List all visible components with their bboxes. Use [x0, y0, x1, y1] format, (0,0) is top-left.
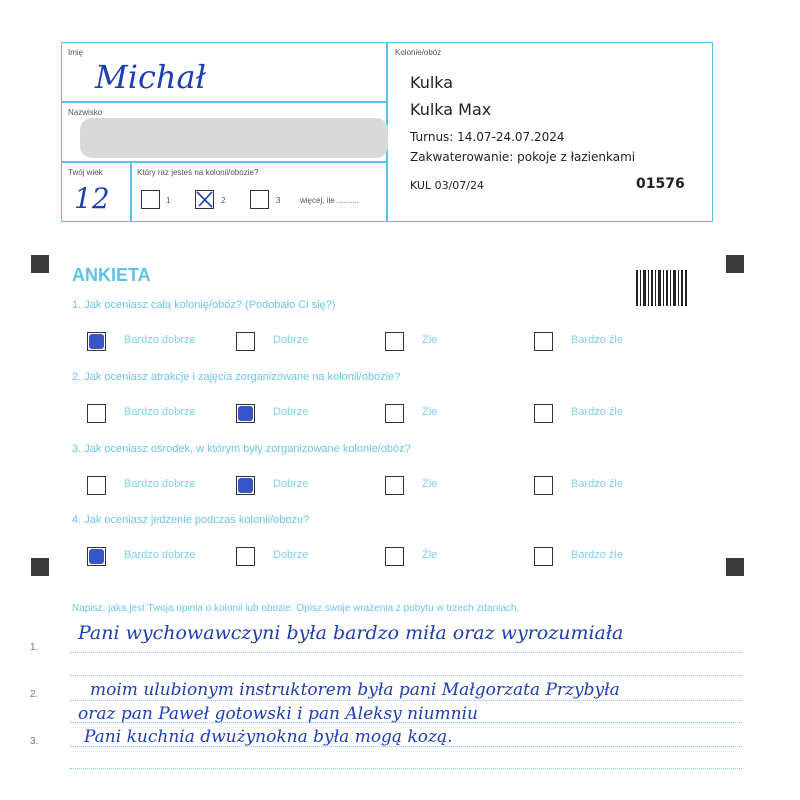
form-number: 01576: [636, 176, 685, 192]
answer-option-label: Źle: [422, 406, 438, 418]
answer-option-label: Bardzo dobrze: [124, 334, 196, 346]
answer-option-label: Dobrze: [273, 406, 309, 418]
name-label: Imię: [68, 48, 84, 57]
age-label: Twój wiek: [68, 168, 103, 177]
answer-checkbox[interactable]: [385, 332, 404, 351]
answer-checkbox[interactable]: [385, 476, 404, 495]
accommodation: Zakwaterowanie: pokoje z łazienkami: [410, 150, 636, 164]
answer-checkbox[interactable]: [236, 332, 255, 351]
survey-title: ANKIETA: [72, 265, 151, 285]
visit-more-label: więcej, ile ..........: [300, 196, 360, 205]
answer-checkbox[interactable]: [236, 476, 255, 495]
opinion-prompt: Napisz, jaka jest Twoja opinia o kolonii lub obozie. Opisz swoje wrażenia z pobytu w trzech zdaniach.: [72, 603, 520, 614]
question-text: 3. Jak oceniasz ośrodek, w którym były zorganizowane kolonie/obóz?: [72, 443, 411, 455]
check-x-icon: [196, 191, 213, 208]
line-number-1: 1.: [30, 642, 39, 653]
answer-option-label: Dobrze: [273, 334, 309, 346]
opinion-text-2: moim ulubionym instruktorem była pani Małgorzata Przybyła: [90, 680, 620, 700]
answer-option-label: Źle: [422, 334, 438, 346]
answer-checkbox[interactable]: [534, 476, 553, 495]
registration-marker-tr: [726, 255, 744, 273]
answer-option-label: Bardzo źle: [571, 334, 623, 346]
answer-checkbox[interactable]: [236, 404, 255, 423]
answer-option-label: Dobrze: [273, 549, 309, 561]
age-value: 12: [74, 182, 110, 215]
answer-option-label: Bardzo źle: [571, 406, 623, 418]
answer-option-label: Źle: [422, 549, 438, 561]
surname-redaction: [80, 118, 388, 158]
answer-checkbox[interactable]: [87, 476, 106, 495]
answer-line-3: [70, 700, 742, 701]
answer-checkbox[interactable]: [236, 547, 255, 566]
header-divider-1: [61, 101, 386, 103]
camp-subname: Kulka Max: [410, 100, 492, 119]
opinion-text-1: Pani wychowawczyni była bardzo miła oraz wyrozumiała: [78, 622, 624, 644]
turnus: Turnus: 14.07-24.07.2024: [410, 130, 565, 144]
answer-option-label: Źle: [422, 478, 438, 490]
line-number-3: 3.: [30, 736, 39, 747]
answer-checkbox[interactable]: [87, 404, 106, 423]
answer-option-label: Bardzo źle: [571, 478, 623, 490]
name-value: Michał: [95, 58, 206, 96]
camp-name: Kulka: [410, 73, 454, 92]
visit-checkbox-2[interactable]: [195, 190, 214, 209]
answer-option-label: Bardzo dobrze: [124, 549, 196, 561]
question-text: 2. Jak oceniasz atrakcje i zajęcia zorganizowane na kolonii/obozie?: [72, 371, 401, 383]
answer-checkbox[interactable]: [87, 547, 106, 566]
registration-marker-tl: [31, 255, 49, 273]
question-text: 4. Jak oceniasz jedzenie podczas kolonii/obozu?: [72, 514, 310, 526]
registration-marker-br: [726, 558, 744, 576]
answer-option-label: Dobrze: [273, 478, 309, 490]
visit-option-2: 2: [221, 196, 226, 205]
answer-line-2: [70, 675, 742, 676]
answer-line-1: [70, 652, 742, 653]
registration-marker-bl: [31, 558, 49, 576]
question-text: 1. Jak oceniasz całą kolonię/obóz? (Podobało Ci się?): [72, 299, 336, 311]
answer-checkbox[interactable]: [534, 404, 553, 423]
answer-option-label: Bardzo źle: [571, 549, 623, 561]
scribble-mark-icon: [238, 406, 253, 421]
answer-option-label: Bardzo dobrze: [124, 406, 196, 418]
opinion-text-3: oraz pan Paweł gotowski i pan Aleksy niumniu: [78, 704, 478, 724]
answer-checkbox[interactable]: [87, 332, 106, 351]
camp-label: Kolonie/obóz: [395, 48, 442, 57]
surname-label: Nazwisko: [68, 108, 103, 117]
answer-line-6: [70, 768, 742, 769]
scribble-mark-icon: [238, 478, 253, 493]
scribble-mark-icon: [89, 549, 104, 564]
barcode-icon: [636, 270, 688, 306]
camp-code: KUL 03/07/24: [410, 179, 484, 192]
answer-checkbox[interactable]: [385, 404, 404, 423]
answer-checkbox[interactable]: [534, 332, 553, 351]
answer-checkbox[interactable]: [385, 547, 404, 566]
opinion-text-4: Pani kuchnia dwużynokna była mogą kozą.: [84, 727, 453, 747]
visit-option-1: 1: [166, 196, 171, 205]
visit-label: Który raz jesteś na kolonii/obozie?: [137, 168, 259, 177]
header-divider-2: [61, 161, 386, 163]
age-divider: [130, 161, 132, 221]
visit-checkbox-1[interactable]: [141, 190, 160, 209]
visit-option-3: 3: [276, 196, 281, 205]
line-number-2: 2.: [30, 689, 39, 700]
scribble-mark-icon: [89, 334, 104, 349]
answer-option-label: Bardzo dobrze: [124, 478, 196, 490]
visit-checkbox-3[interactable]: [250, 190, 269, 209]
answer-checkbox[interactable]: [534, 547, 553, 566]
